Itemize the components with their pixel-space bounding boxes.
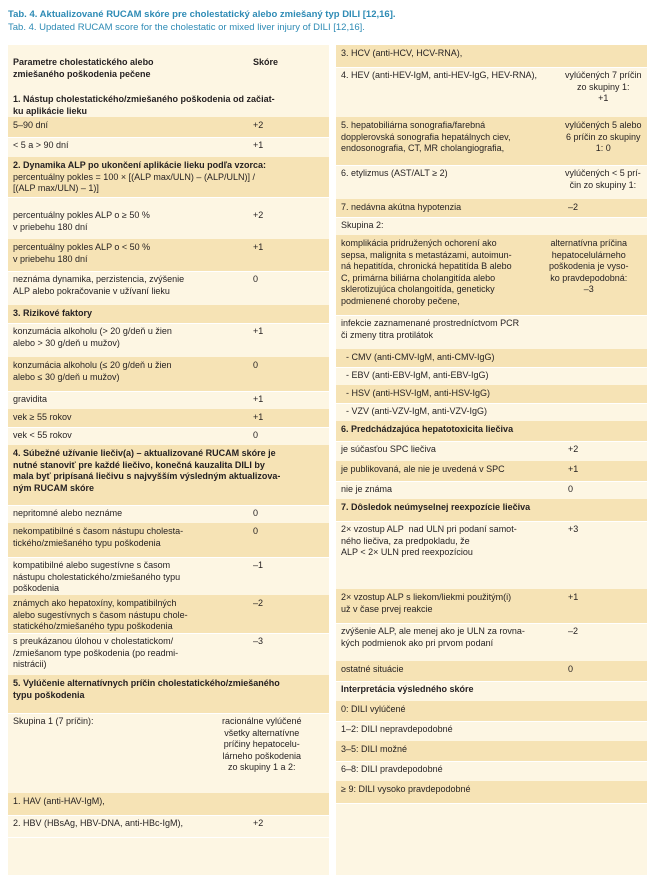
table-row [336, 403, 647, 421]
header-parameter: Parametre cholestatického alebo zmiešaného poškodenia pečene [13, 57, 154, 79]
row-score: +1 [253, 412, 264, 422]
section-heading-row [8, 305, 329, 323]
row-label: infekcie zaznamenané prostredníctvom PCR či zmeny titra protilátok [341, 318, 520, 340]
row-label: Interpretácia výsledného skóre [341, 684, 474, 694]
row-label: je publikovaná, ale nie je uvedená v SPC [341, 464, 505, 474]
row-label: 1. Nástup cholestatického/zmiešaného poškodenia od začiat- ku aplikácie lieku [13, 94, 275, 116]
caption-slovak: Tab. 4. Aktualizované RUCAM skóre pre cholestatický alebo zmiešaný typ DILI [12,16]. [8, 9, 396, 20]
table-row [336, 589, 647, 623]
table-header [8, 45, 329, 91]
section-heading-row [336, 499, 647, 521]
row-label: 6–8: DILI pravdepodobné [341, 764, 443, 774]
row-label: 5. hepatobiliárna sonografia/farebná dopplerovská sonografia hepatálnych ciev, endosonografia, CT, MR cholangiografia, [341, 120, 511, 153]
row-label: nekompatibilné s časom nástupu cholesta- tického/zmiešaného typu poškodenia [13, 526, 184, 548]
row-divider [8, 837, 329, 838]
table-row [8, 117, 329, 137]
row-label: - CMV (anti-CMV-IgM, anti-CMV-IgG) [341, 352, 495, 362]
table-row [336, 661, 647, 681]
row-label: 3–5: DILI možné [341, 744, 408, 754]
row-score: +2 [568, 444, 579, 454]
row-score: vylúčených 5 alebo 6 príčin zo skupiny 1: 0 [565, 120, 642, 153]
row-label: konzumácia alkoholu (≤ 20 g/deň u žien alebo ≤ 30 g/deň u mužov) [13, 360, 172, 382]
row-label: 1–2: DILI nepravdepodobné [341, 724, 453, 734]
table-row [8, 523, 329, 557]
row-label: neznáma dynamika, perzistencia, zvýšenie ALP alebo pokračovanie v užívaní lieku [13, 274, 185, 296]
table-row [8, 409, 329, 427]
section-heading-row [336, 681, 647, 701]
row-score: –2 [568, 202, 579, 212]
table-row [8, 391, 329, 409]
table-row [8, 357, 329, 391]
row-score: +1 [253, 394, 264, 404]
row-label: 6. Predchádzajúca hepatotoxicita liečiva [341, 424, 514, 434]
row-label: 3. HCV (anti-HCV, HCV-RNA), [341, 48, 463, 58]
row-label: je súčasťou SPC liečiva [341, 444, 436, 454]
section-heading-row [8, 445, 329, 505]
row-label: 5. Vylúčenie alternatívnych príčin cholestatického/zmiešaného typu poškodenia [13, 678, 280, 700]
right-column [336, 45, 647, 875]
row-divider [8, 197, 329, 198]
caption-english: Tab. 4. Updated RUCAM score for the cholestatic or mixed liver injury of DILI [12,16]. [8, 22, 365, 33]
table-row [336, 623, 647, 661]
table-row [336, 461, 647, 481]
row-score: 0 [253, 360, 259, 370]
table-row [8, 239, 329, 271]
row-score: 0 [253, 274, 259, 284]
row-score: 0 [253, 430, 259, 440]
row-score: +1 [253, 140, 264, 150]
row-label: - EBV (anti-EBV-IgM, anti-EBV-IgG) [341, 370, 489, 380]
row-score: +3 [568, 524, 579, 534]
section-heading-row [336, 421, 647, 441]
table-row [8, 323, 329, 357]
table-row [336, 781, 647, 803]
row-score: alternatívna príčina hepatocelulárneho poškodenia je vyso- ko pravdepodobná: –3 [549, 238, 629, 294]
row-label: percentuálny pokles ALP o ≥ 50 % v priebehu 180 dní [13, 210, 150, 232]
row-label: gravidita [13, 394, 48, 404]
header-score: Skóre [253, 57, 279, 67]
table-row [8, 713, 329, 793]
row-score: +2 [253, 210, 264, 220]
row-score: +2 [253, 818, 264, 828]
row-label: < 5 a > 90 dní [13, 140, 69, 150]
table-row [336, 235, 647, 315]
table-row [336, 199, 647, 217]
table-row [336, 315, 647, 349]
row-score: +1 [568, 464, 579, 474]
left-column [8, 45, 329, 875]
table-row [336, 761, 647, 781]
table-row [336, 521, 647, 589]
row-score: –1 [253, 560, 264, 570]
table-row [8, 427, 329, 445]
row-label: kompatibilné alebo sugestívne s časom nástupu cholestatického/zmiešaného typu poškodenia [13, 560, 181, 593]
row-label: 4. Súbežné užívanie liečiv(a) – aktualizované RUCAM skóre je nutné stanoviť pre každé liečivo, konečná kauzalita DILI by mala byť pripísaná liečivu s najvyšším výsledným aktualizova- ným RUCAM skóre [13, 448, 281, 493]
table-row [336, 385, 647, 403]
row-label: vek < 55 rokov [13, 430, 72, 440]
row-score: 0 [568, 664, 574, 674]
row-label: známych ako hepatoxíny, kompatibilných alebo sugestívnych s časom nástupu chole- statického/zmiešaného typu poškodenia [13, 598, 188, 631]
table-row [8, 137, 329, 157]
row-label: - HSV (anti-HSV-IgM, anti-HSV-IgG) [341, 388, 491, 398]
table-row [8, 633, 329, 675]
table-row [336, 721, 647, 741]
row-score: +1 [568, 592, 579, 602]
row-score: 0 [568, 484, 574, 494]
row-score: vylúčených 7 príčin zo skupiny 1: +1 [565, 70, 642, 103]
row-label: Skupina 1 (7 príčin): [13, 716, 94, 726]
row-label: 5–90 dní [13, 120, 49, 130]
table-caption [8, 8, 648, 34]
row-score: 0 [253, 526, 259, 536]
row-label: 0: DILI vylúčené [341, 704, 406, 714]
row-score: –3 [253, 636, 264, 646]
row-label: s preukázanou úlohou v cholestatickom/ /zmiešanom type poškodenia (po readmi- nistrácii) [13, 636, 179, 669]
table-row [336, 217, 647, 235]
row-label: ≥ 9: DILI vysoko pravdepodobné [341, 784, 471, 794]
table-row [336, 117, 647, 165]
row-label: komplikácia pridružených ochorení ako sepsa, malignita s metastázami, autoimun- ná hepatitída, chronická hepatitída B alebo C, primárna biliárna cholangitída alebo sklerotizujúca cholangoitída, geneticky podmienené choroby pečene, [341, 238, 512, 306]
row-label: Skupina 2: [341, 220, 384, 230]
table-row [336, 441, 647, 461]
row-label: 6. etylizmus (AST/ALT ≥ 2) [341, 168, 448, 178]
row-label: 1. HAV (anti-HAV-IgM), [13, 796, 105, 806]
row-score: vylúčených < 5 prí- čin zo skupiny 1: [565, 168, 641, 190]
row-score: +1 [253, 326, 264, 336]
table-row [8, 557, 329, 595]
table-row [8, 595, 329, 633]
row-label: 2. Dynamika ALP po ukončení aplikácie lieku podľa vzorca: percentuálny pokles = 100 × [(ALP max/ULN) – (ALP/ULN)] / [(ALP max/ULN) – 1)] [13, 160, 267, 193]
table-row [336, 741, 647, 761]
table-row [336, 165, 647, 199]
row-label: - VZV (anti-VZV-IgM, anti-VZV-IgG) [341, 406, 488, 416]
table-row [336, 45, 647, 67]
row-label: zvýšenie ALP, ale menej ako je ULN za rovna- kých podmienok ako pri prvom podaní [341, 626, 525, 648]
row-label: ostatné situácie [341, 664, 404, 674]
table-row [336, 349, 647, 367]
row-score: +2 [253, 120, 264, 130]
row-score: –2 [568, 626, 579, 636]
table-row [336, 701, 647, 721]
row-label: 2× vzostup ALP nad ULN pri podaní samot- ného liečiva, za predpokladu, že ALP < 2× ULN pred reexpozíciou [341, 524, 517, 557]
row-label: nepritomné alebo neznáme [13, 508, 123, 518]
table-row [8, 815, 329, 837]
row-label: nie je známa [341, 484, 393, 494]
table-row [336, 367, 647, 385]
row-label: percentuálny pokles ALP o < 50 % v priebehu 180 dní [13, 242, 151, 264]
table-row [8, 271, 329, 305]
table-row [8, 793, 329, 815]
row-label: 7. Dôsledok neúmyselnej reexpozície liečiva [341, 502, 531, 512]
row-label: 7. nedávna akútna hypotenzia [341, 202, 462, 212]
table-row [336, 481, 647, 499]
row-label: 4. HEV (anti-HEV-IgM, anti-HEV-IgG, HEV-RNA), [341, 70, 538, 80]
section-heading-row [8, 675, 329, 713]
row-label: konzumácia alkoholu (> 20 g/deň u žien alebo > 30 g/deň u mužov) [13, 326, 172, 348]
row-score: +1 [253, 242, 264, 252]
row-score: racionálne vylúčené všetky alternatívne príčiny hepatocelu- lárneho poškodenia zo skupiny 1 a 2: [222, 716, 302, 772]
row-label: 3. Rizikové faktory [13, 308, 93, 318]
row-score: 0 [253, 508, 259, 518]
row-label: vek ≥ 55 rokov [13, 412, 72, 422]
table-row [8, 207, 329, 239]
table-row [336, 67, 647, 117]
table-row [8, 157, 329, 197]
row-label: 2. HBV (HBsAg, HBV-DNA, anti-HBc-IgM), [13, 818, 184, 828]
table-row [8, 505, 329, 523]
row-score: –2 [253, 598, 264, 608]
row-label: 2× vzostup ALP s liekom/liekmi použitým(i) už v čase prvej reakcie [341, 592, 512, 614]
row-divider [336, 803, 647, 804]
